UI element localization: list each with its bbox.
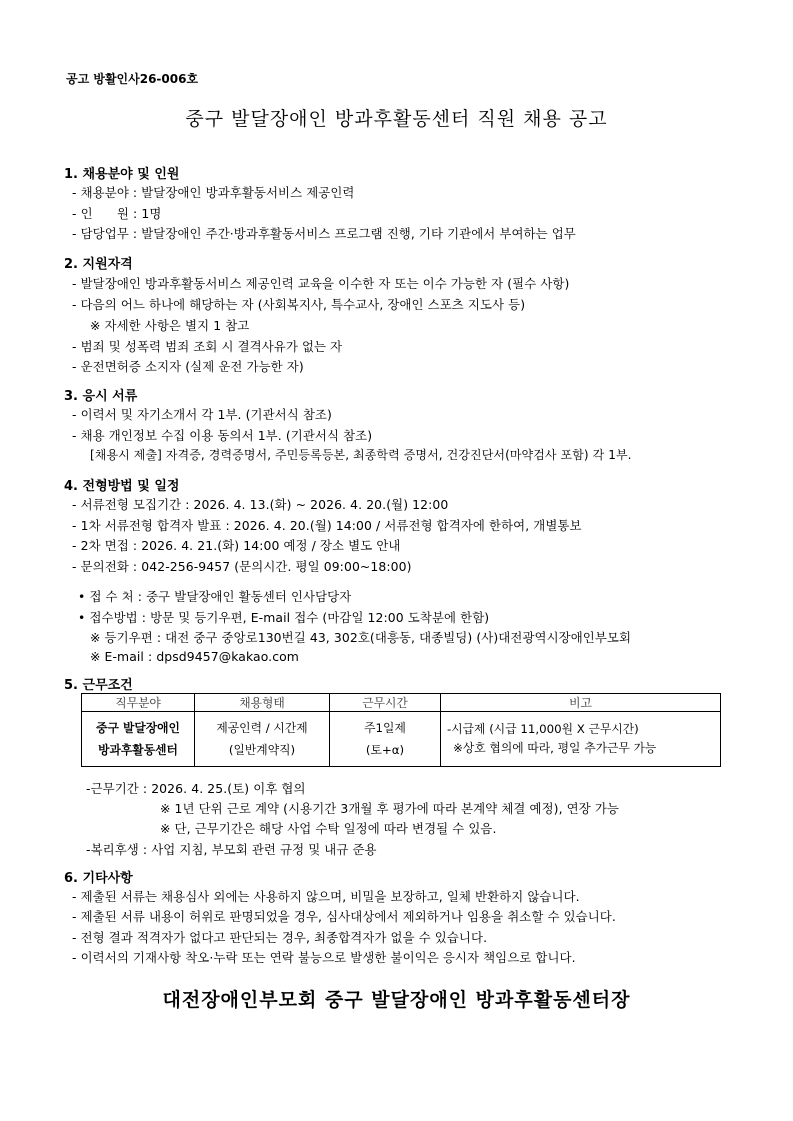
employment-type-cell bbox=[195, 712, 330, 767]
work-hours-cell bbox=[330, 712, 441, 767]
section-4-line: - 2차 면접 : 2026. 4. 21.(화) 14:00 예정 / 장소 별도 안내 bbox=[72, 538, 401, 553]
mail-address-note: ※ 등기우편 : 대전 중구 중앙로130번길 43, 302호(대흥동, 대종빌딩) (사)대전광역시장애인부모회 bbox=[90, 630, 632, 645]
work-conditions-table bbox=[81, 693, 721, 767]
email-note: ※ E-mail : dpsd9457@kakao.com bbox=[90, 649, 299, 664]
section-4-line: - 서류전형 모집기간 : 2026. 4. 13.(화) ~ 2026. 4. 20.(월) 12:00 bbox=[72, 497, 449, 512]
section-4-heading: 4. 전형방법 및 일정 bbox=[64, 479, 180, 494]
page-title: 중구 발달장애인 방과후활동센터 직원 채용 공고 bbox=[185, 108, 608, 130]
notice-number: 공고 방활인사26-006호 bbox=[66, 72, 199, 86]
remarks-line: ※상호 협의에 따라, 평일 추가근무 가능 bbox=[453, 741, 657, 755]
table-header: 근무시간 bbox=[330, 694, 441, 712]
table-header: 채용형태 bbox=[195, 694, 330, 712]
section-2-line: - 운전면허증 소지자 (실제 운전 가능한 자) bbox=[72, 359, 304, 374]
work-period: -근무기간 : 2026. 4. 25.(토) 이후 협의 bbox=[86, 781, 306, 796]
work-hours-line: (토+α) bbox=[365, 743, 405, 757]
employment-type-line: 제공인력 / 시간제 bbox=[216, 721, 308, 735]
job-field-line: 중구 발달장애인 bbox=[96, 721, 180, 735]
section-4-line: - 문의전화 : 042-256-9457 (문의시간. 평일 09:00~18:00) bbox=[72, 559, 412, 574]
section-3-heading: 3. 응시 서류 bbox=[64, 389, 138, 404]
section-1-line: - 채용분야 : 발달장애인 방과후활동서비스 제공인력 bbox=[72, 185, 355, 200]
section-3-note: [채용시 제출] 자격증, 경력증명서, 주민등록등본, 최종학력 증명서, 건강진단서(마약검사 포함) 각 1부. bbox=[90, 448, 632, 462]
work-period-note: ※ 1년 단위 근로 계약 (시용기간 3개월 후 평가에 따라 본계약 체결 예정), 연장 가능 bbox=[160, 801, 619, 816]
submission-place: • 접 수 처 : 중구 발달장애인 활동센터 인사담당자 bbox=[78, 589, 352, 604]
section-4-line: - 1차 서류전형 합격자 발표 : 2026. 4. 20.(월) 14:00 / 서류전형 합격자에 한하여, 개별통보 bbox=[72, 518, 582, 533]
remarks-cell bbox=[441, 712, 721, 767]
work-period-note: ※ 단, 근무기간은 해당 사업 수탁 일정에 따라 변경될 수 있음. bbox=[160, 821, 497, 836]
section-2-line: - 범죄 및 성폭력 범죄 조회 시 결격사유가 없는 자 bbox=[72, 339, 343, 354]
job-field-cell bbox=[82, 712, 195, 767]
section-3-line: - 이력서 및 자기소개서 각 1부. (기관서식 참조) bbox=[72, 407, 332, 422]
section-1-line: - 담당업무 : 발달장애인 주간·방과후활동서비스 프로그램 진행, 기타 기관에서 부여하는 업무 bbox=[72, 226, 576, 241]
section-6-line: - 제출된 서류는 채용심사 외에는 사용하지 않으며, 비밀을 보장하고, 일체 반환하지 않습니다. bbox=[72, 889, 580, 904]
remarks-line: -시급제 (시급 11,000원 X 근무시간) bbox=[447, 722, 639, 736]
section-2-line: - 다음의 어느 하나에 해당하는 자 (사회복지사, 특수교사, 장애인 스포츠 지도사 등) bbox=[72, 297, 526, 312]
employment-type-line: (일반계약직) bbox=[228, 743, 296, 757]
benefits: -복리후생 : 사업 지침, 부모회 관련 규정 및 내규 준용 bbox=[86, 842, 377, 857]
table-header: 비고 bbox=[441, 694, 721, 712]
work-hours-line: 주1일제 bbox=[364, 721, 406, 735]
issuer-signature: 대전장애인부모회 중구 발달장애인 방과후활동센터장 bbox=[162, 989, 631, 1011]
section-5-heading: 5. 근무조건 bbox=[64, 678, 133, 693]
section-2-line: - 발달장애인 방과후활동서비스 제공인력 교육을 이수한 자 또는 이수 가능한 자 (필수 사항) bbox=[72, 276, 570, 291]
section-3-line: - 채용 개인정보 수집 이용 동의서 1부. (기관서식 참조) bbox=[72, 428, 373, 443]
table-header: 직무분야 bbox=[82, 694, 195, 712]
section-2-note: ※ 자세한 사항은 별지 1 참고 bbox=[90, 318, 250, 333]
section-1-line: - 인 원 : 1명 bbox=[72, 206, 162, 221]
table-header-row bbox=[82, 694, 721, 712]
table-row bbox=[82, 712, 721, 767]
section-1-heading: 1. 채용분야 및 인원 bbox=[64, 167, 180, 182]
job-field-line: 방과후활동센터 bbox=[98, 743, 178, 757]
section-2-heading: 2. 지원자격 bbox=[64, 257, 133, 272]
section-6-heading: 6. 기타사항 bbox=[64, 871, 133, 886]
section-6-line: - 전형 결과 적격자가 없다고 판단되는 경우, 최종합격자가 없을 수 있습니다. bbox=[72, 930, 488, 945]
section-6-line: - 제출된 서류 내용이 허위로 판명되었을 경우, 심사대상에서 제외하거나 임용을 취소할 수 있습니다. bbox=[72, 909, 616, 924]
submission-method: • 접수방법 : 방문 및 등기우편, E-mail 접수 (마감일 12:00 도착분에 한함) bbox=[78, 610, 490, 625]
section-6-line: - 이력서의 기재사항 착오·누락 또는 연락 불능으로 발생한 불이익은 응시자 책임으로 합니다. bbox=[72, 950, 576, 965]
